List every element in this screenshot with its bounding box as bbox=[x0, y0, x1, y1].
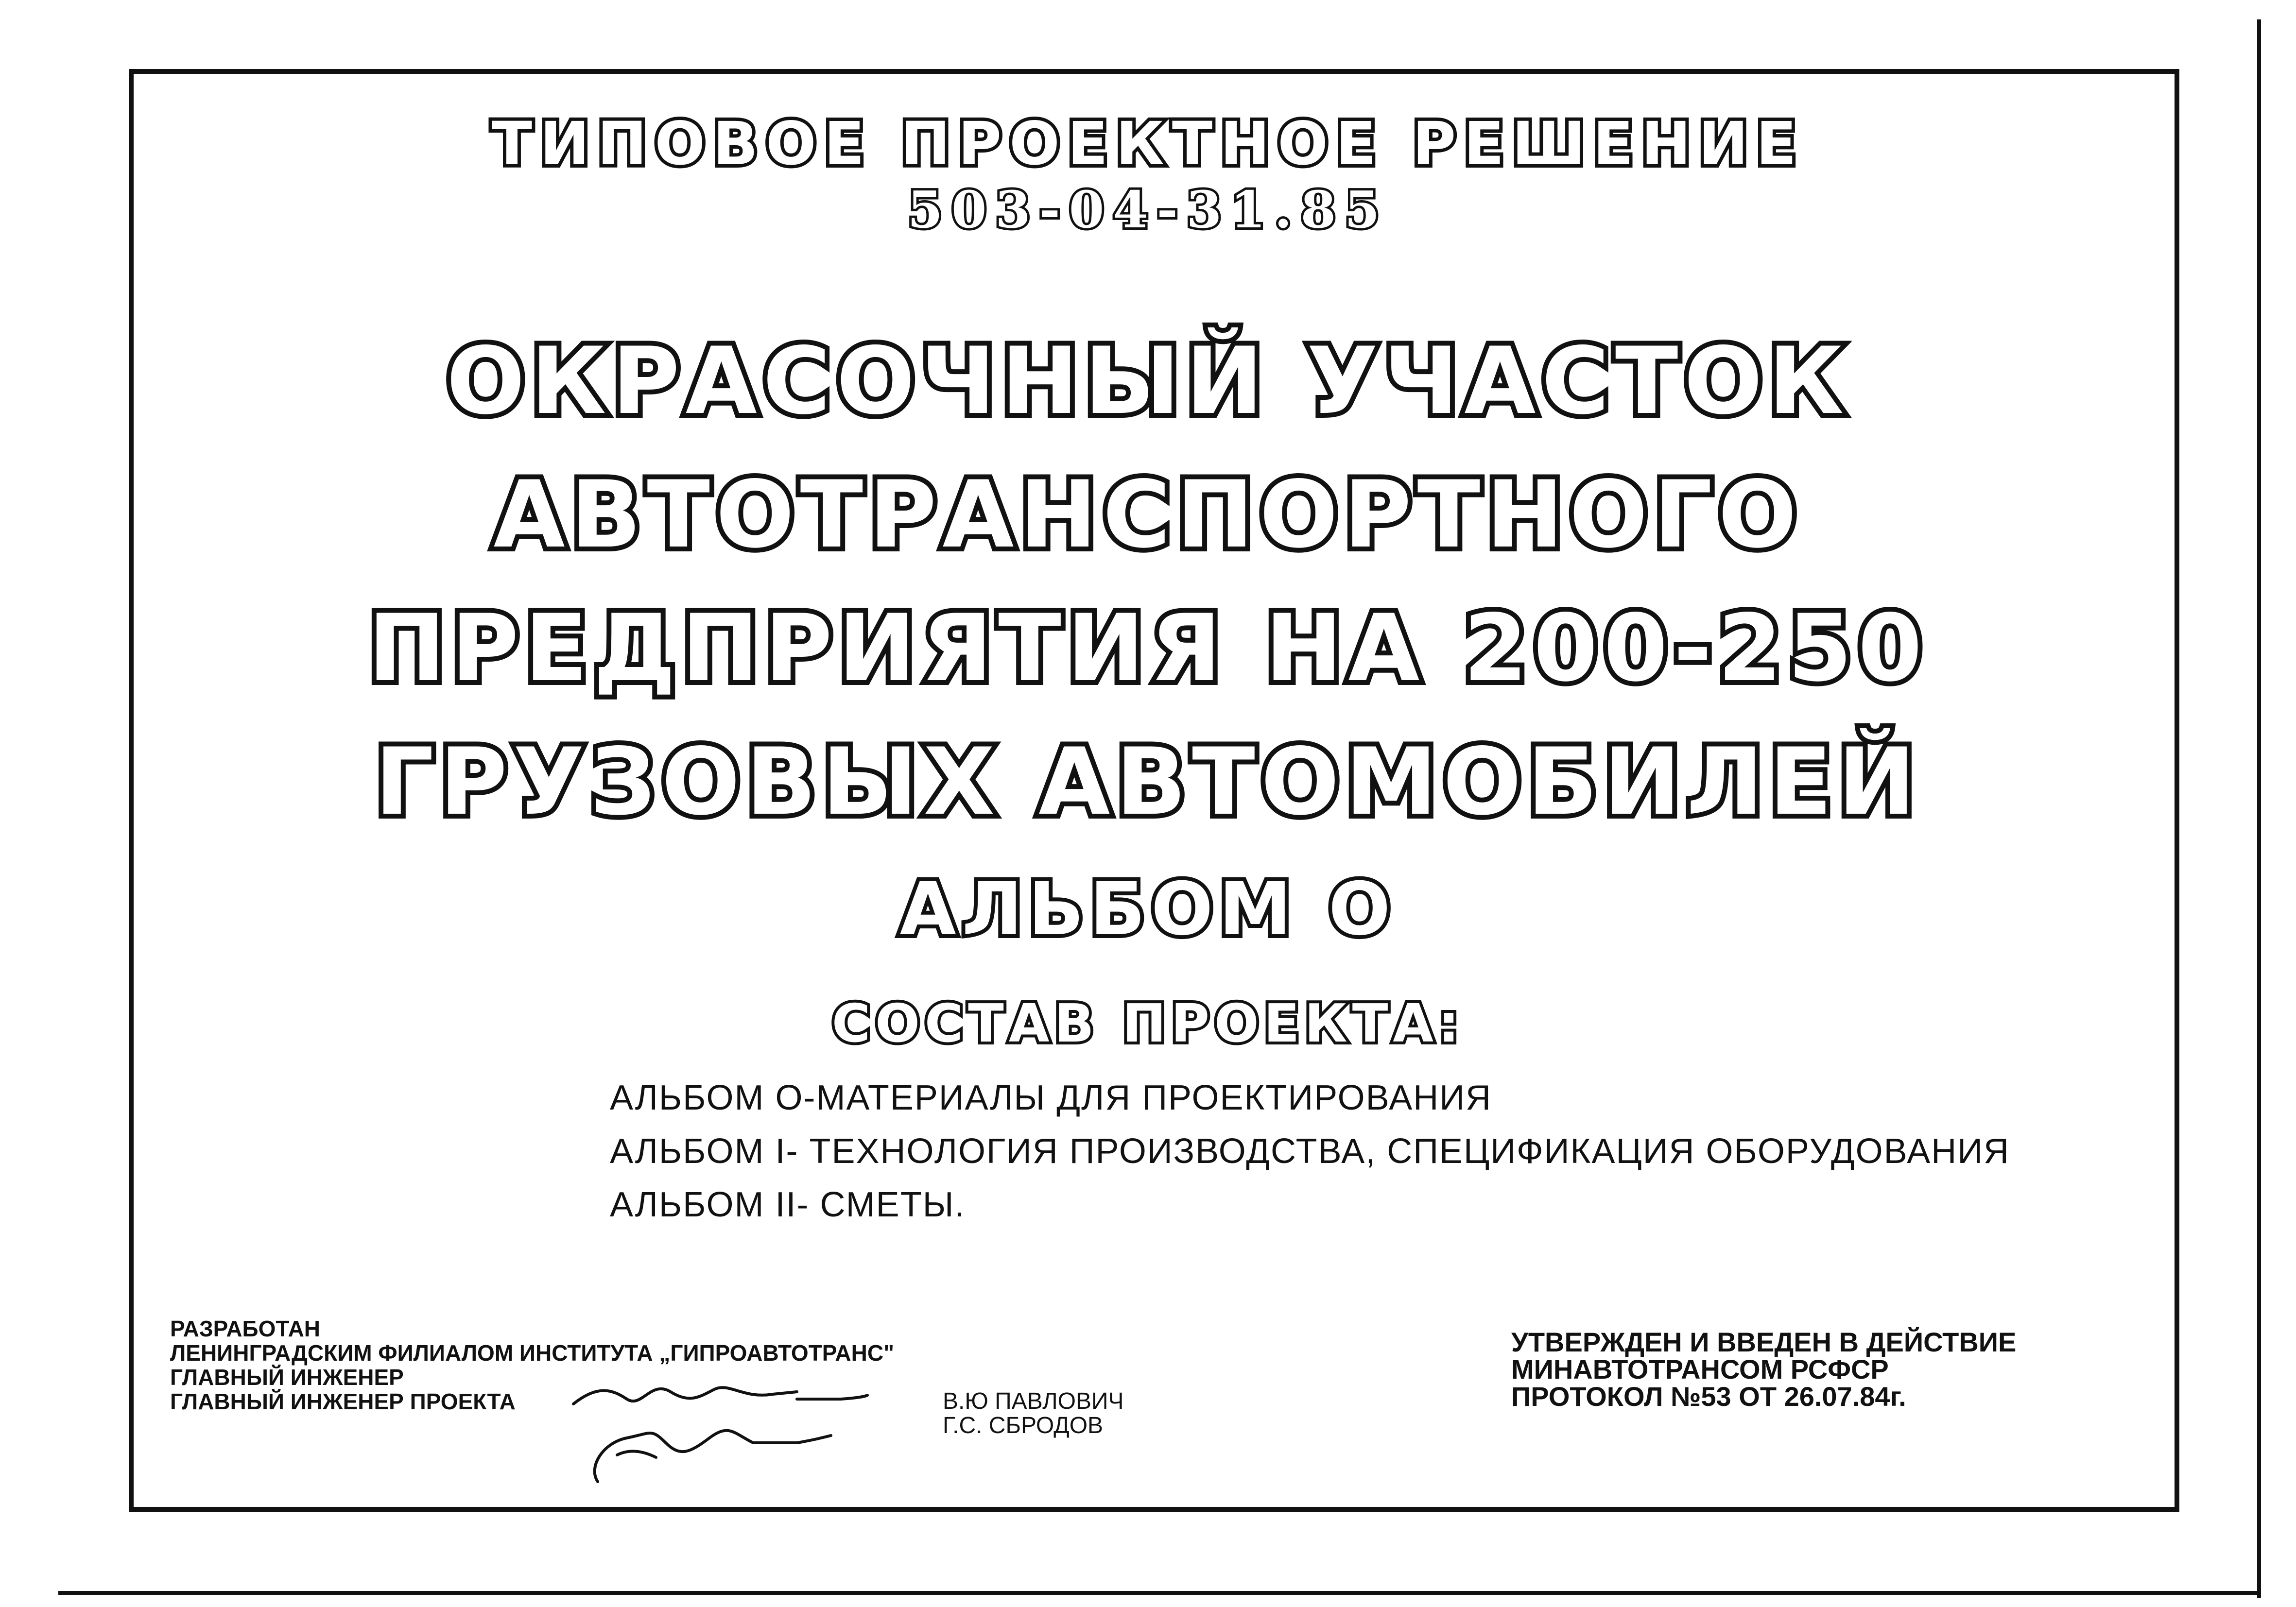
approval-line-3: ПРОТОКОЛ №53 ОТ 26.07.84г. bbox=[1511, 1381, 1906, 1412]
project-code: 503-04-31.85 bbox=[907, 180, 1389, 239]
sheet-edge-bottom bbox=[58, 1591, 2261, 1595]
album-label: АЛЬБОМ О bbox=[899, 867, 1397, 952]
composition-item: АЛЬБОМ О-МАТЕРИАЛЫ ДЛЯ ПРОЕКТИРОВАНИЯ bbox=[610, 1078, 1492, 1117]
chief-project-engineer-name: Г.С. СБРОДОВ bbox=[943, 1413, 1104, 1438]
signatures bbox=[569, 1370, 870, 1487]
composition-item: АЛЬБОМ II- СМЕТЫ. bbox=[610, 1185, 966, 1224]
chief-project-engineer-label: ГЛАВНЫЙ ИНЖЕНЕР ПРОЕКТА bbox=[170, 1389, 516, 1414]
approval-block bbox=[1511, 1329, 2016, 1410]
approval-line-1: УТВЕРЖДЕН И ВВЕДЕН В ДЕЙСТВИЕ bbox=[1511, 1327, 2017, 1357]
names-block bbox=[943, 1389, 1124, 1438]
series-heading: ТИПОВОЕ ПРОЕКТНОЕ РЕШЕНИЕ bbox=[491, 109, 1805, 178]
composition-list bbox=[610, 1071, 2010, 1231]
title-line-2: АВТОТРАНСПОРТНОГО bbox=[493, 461, 1803, 568]
signature-chief-engineer bbox=[573, 1387, 867, 1404]
organization-name: ЛЕНИНГРАДСКИМ ФИЛИАЛОМ ИНСТИТУТА „ГИПРОАВТОТРАНС" bbox=[170, 1340, 894, 1366]
composition-heading: СОСТАВ ПРОЕКТА: bbox=[831, 993, 1465, 1054]
title-line-1: ОКРАСОЧНЫЙ УЧАСТОК bbox=[446, 327, 1850, 435]
chief-engineer-name: В.Ю ПАВЛОВИЧ bbox=[943, 1388, 1124, 1414]
developed-label: РАЗРАБОТАН bbox=[170, 1316, 321, 1341]
composition-item: АЛЬБОМ I- ТЕХНОЛОГИЯ ПРОИЗВОДСТВА, СПЕЦИФИКАЦИЯ ОБОРУДОВАНИЯ bbox=[610, 1132, 2010, 1171]
approval-line-2: МИНАВТОТРАНСОМ РСФСР bbox=[1511, 1354, 1889, 1385]
title-line-3: ПРЕДПРИЯТИЯ НА 200-250 bbox=[368, 595, 1928, 702]
chief-engineer-label: ГЛАВНЫЙ ИНЖЕНЕР bbox=[170, 1365, 404, 1390]
signature-chief-project-engineer bbox=[595, 1431, 831, 1482]
title-line-4: ГРУЗОВЫХ АВТОМОБИЛЕЙ bbox=[375, 728, 1921, 836]
